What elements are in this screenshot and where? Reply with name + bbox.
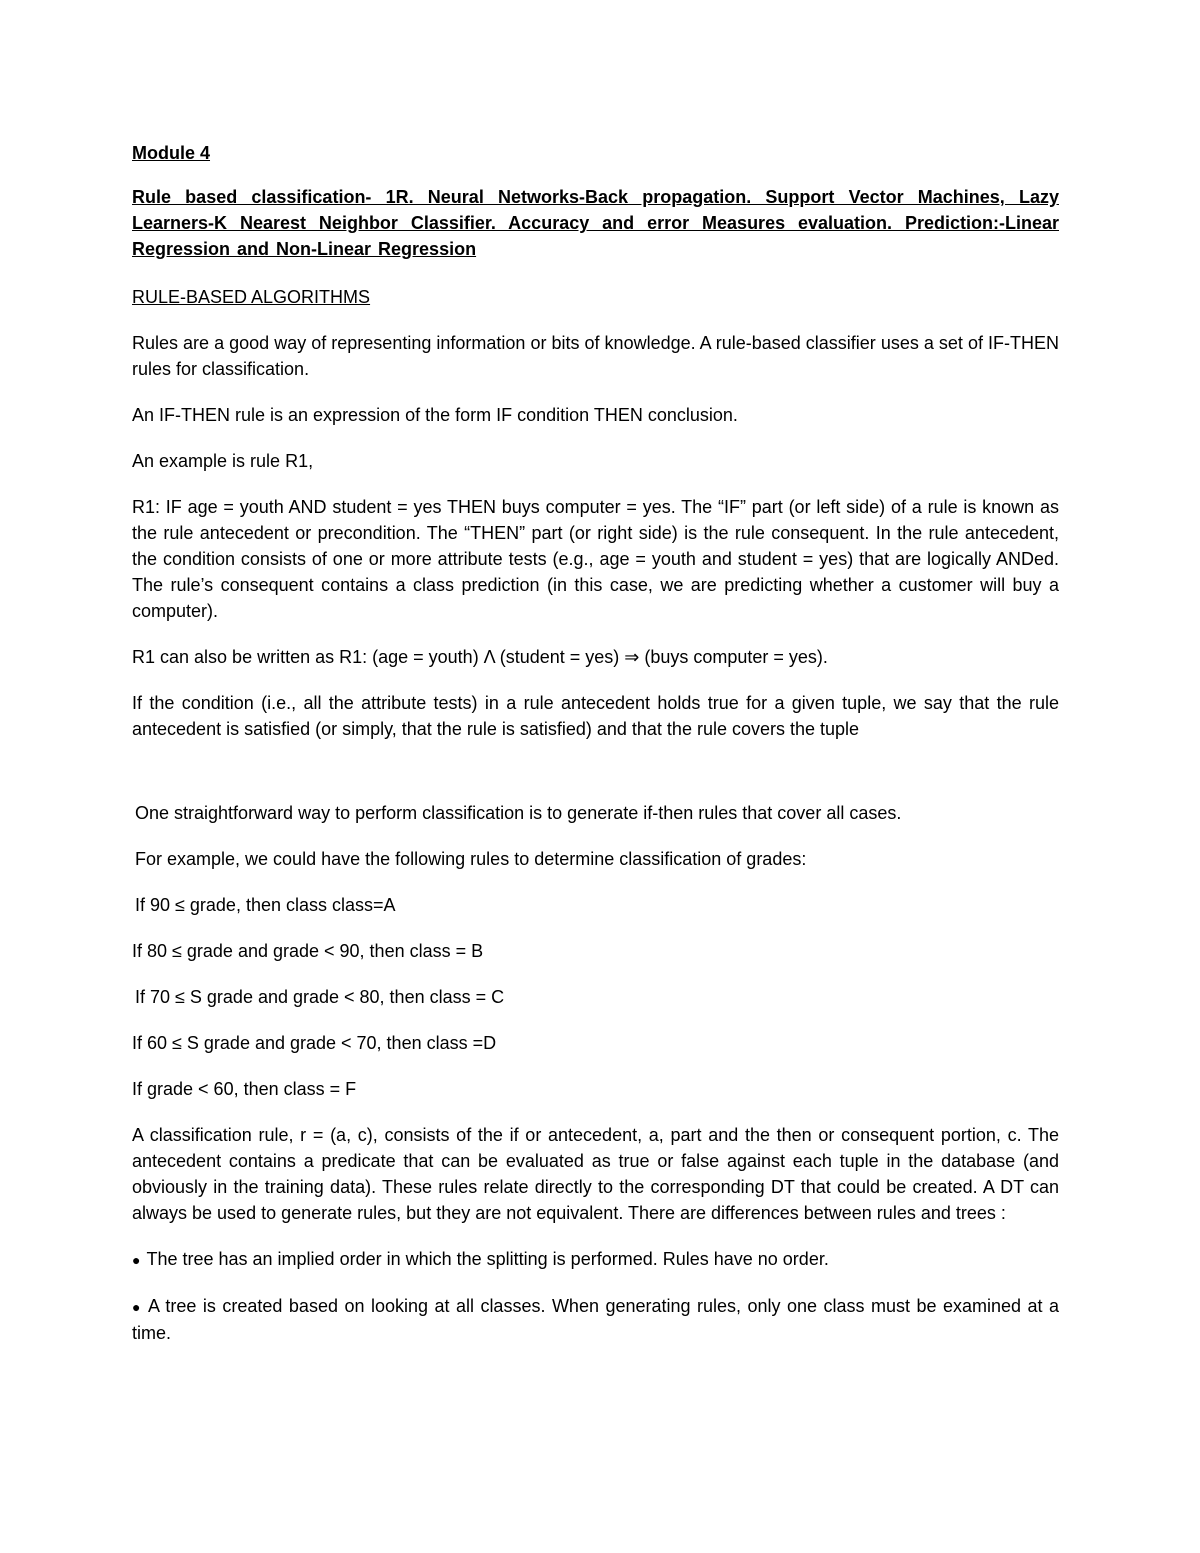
module-subtitle: Rule based classification- 1R. Neural Networks-Back propagation. Support Vector Machines, Lazy Learners-K Nearest Neighbor Classifier. Accuracy and error Measures evaluation. Prediction:-Linear Regression and Non-Linear Regression	[132, 187, 1059, 259]
module-title: Module 4	[132, 143, 211, 163]
bullet-icon: ●	[132, 1252, 141, 1268]
paragraph-grade-example: For example, we could have the following rules to determine classification of grades:	[135, 849, 807, 869]
paragraph-rule-satisfied: If the condition (i.e., all the attribute tests) in a rule antecedent holds true for a given tuple, we say that the rule antecedent is satisfied (or simply, that the rule is satisfied) and that the rule covers the tuple	[132, 693, 1059, 739]
bullet-item	[132, 1246, 1059, 1273]
paragraph-straightforward: One straightforward way to perform classification is to generate if-then rules that cover all cases.	[135, 803, 902, 823]
bullet-text: A tree is created based on looking at all classes. When generating rules, only one class must be examined at a time.	[132, 1296, 1059, 1343]
paragraph-example-r1: An example is rule R1,	[132, 451, 314, 471]
paragraph-rules-intro: Rules are a good way of representing information or bits of knowledge. A rule-based classifier uses a set of IF-THEN rules for classification.	[132, 333, 1059, 379]
bullet-text: The tree has an implied order in which the splitting is performed. Rules have no order.	[146, 1249, 829, 1269]
grade-rule-d: If 60 ≤ S grade and grade < 70, then class =D	[132, 1033, 497, 1053]
grade-rule-c: If 70 ≤ S grade and grade < 80, then class = C	[135, 987, 505, 1007]
paragraph-r1-alternate: R1 can also be written as R1: (age = youth) Λ (student = yes) ⇒ (buys computer = yes).	[132, 647, 828, 667]
grade-rule-f: If grade < 60, then class = F	[132, 1079, 357, 1099]
paragraph-r1-explanation: R1: IF age = youth AND student = yes THEN buys computer = yes. The “IF” part (or left side) of a rule is known as the rule antecedent or precondition. The “THEN” part (or right side) is the rule consequent. In the rule antecedent, the condition consists of one or more attribute tests (e.g., age = youth and student = yes) that are logically ANDed. The rule’s consequent contains a class prediction (in this case, we are predicting whether a customer will buy a computer).	[132, 497, 1059, 621]
grade-rule-a: If 90 ≤ grade, then class class=A	[135, 895, 396, 915]
bullet-icon: ●	[132, 1299, 142, 1315]
blank-gap	[132, 742, 1059, 800]
grade-rule-b: If 80 ≤ grade and grade < 90, then class = B	[132, 941, 484, 961]
section-heading: RULE-BASED ALGORITHMS	[132, 287, 371, 307]
document-page	[132, 140, 1059, 1366]
bullet-item	[132, 1293, 1059, 1346]
paragraph-classification-rule: A classification rule, r = (a, c), consists of the if or antecedent, a, part and the then or consequent portion, c. The antecedent contains a predicate that can be evaluated as true or false against each tuple in the database (and obviously in the training data). These rules relate directly to the corresponding DT that could be created. A DT can always be used to generate rules, but they are not equivalent. There are differences between rules and trees :	[132, 1125, 1059, 1223]
paragraph-if-then-form: An IF-THEN rule is an expression of the form IF condition THEN conclusion.	[132, 405, 738, 425]
